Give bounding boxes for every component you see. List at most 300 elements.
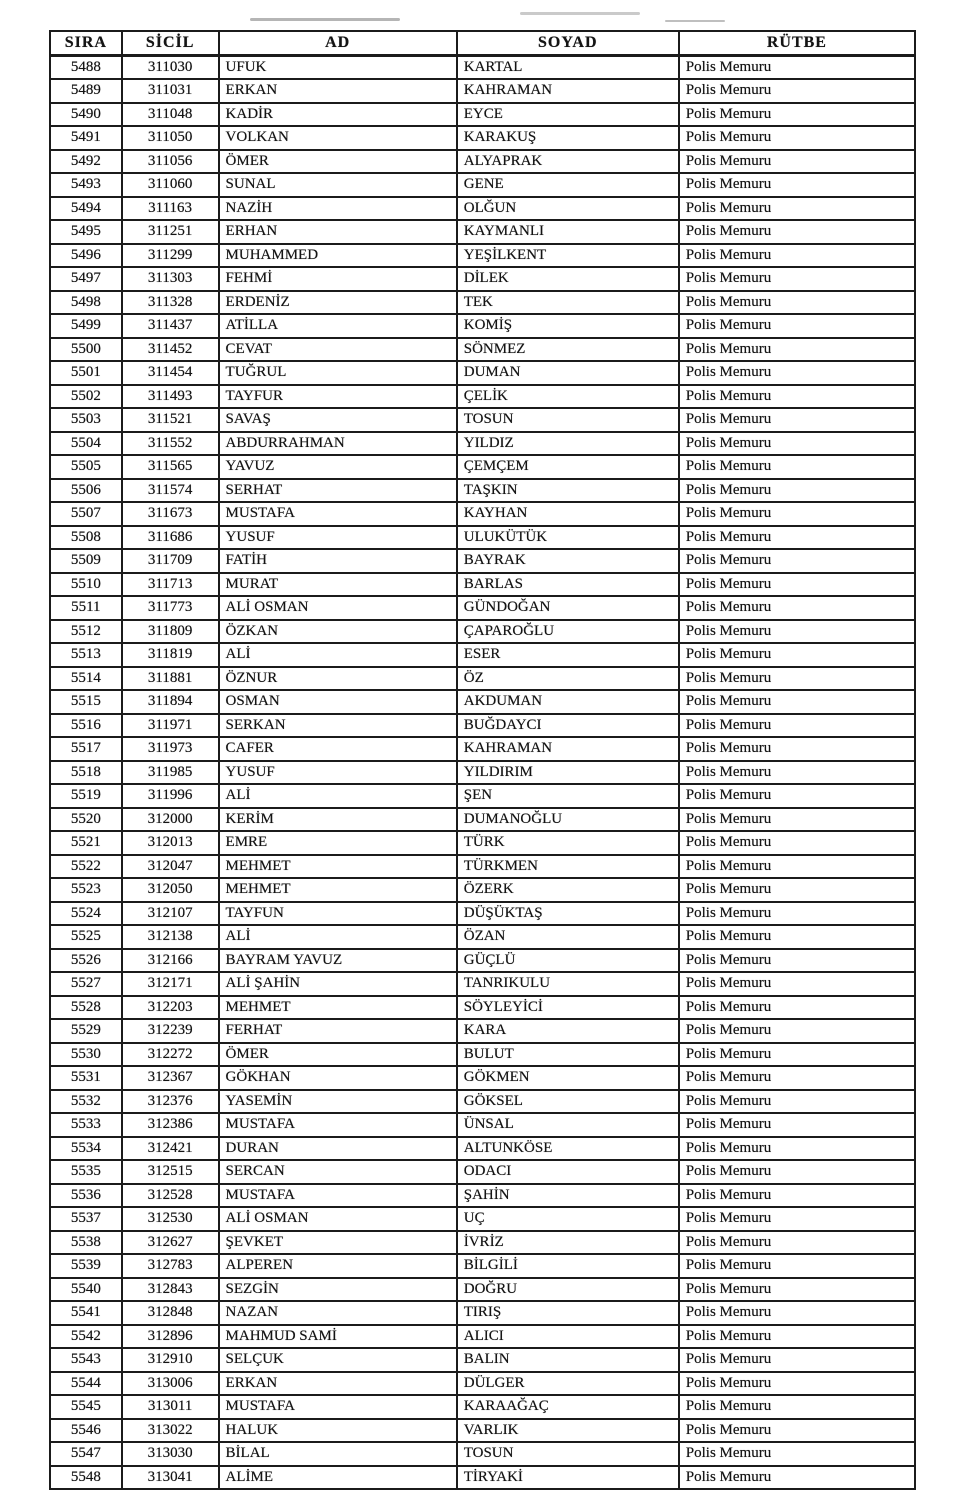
cell-ad: MEHMET: [219, 996, 457, 1020]
cell-rutbe: Polis Memuru: [679, 502, 915, 526]
cell-soyad: TOSUN: [457, 1442, 679, 1466]
cell-sicil: 311985: [122, 761, 219, 785]
cell-rutbe: Polis Memuru: [679, 1184, 915, 1208]
cell-sicil: 312171: [122, 972, 219, 996]
cell-rutbe: Polis Memuru: [679, 244, 915, 268]
table-row: [50, 902, 915, 926]
cell-soyad: TOSUN: [457, 408, 679, 432]
cell-sicil: 312530: [122, 1207, 219, 1231]
cell-sicil: 312386: [122, 1113, 219, 1137]
cell-sicil: 311048: [122, 103, 219, 127]
table-row: [50, 79, 915, 103]
cell-sira: 5528: [50, 996, 122, 1020]
cell-sira: 5515: [50, 690, 122, 714]
cell-ad: FERHAT: [219, 1019, 457, 1043]
header-row: [50, 31, 915, 55]
cell-ad: MUSTAFA: [219, 1395, 457, 1419]
cell-sicil: 311881: [122, 667, 219, 691]
cell-rutbe: Polis Memuru: [679, 1372, 915, 1396]
cell-sira: 5522: [50, 855, 122, 879]
cell-rutbe: Polis Memuru: [679, 1395, 915, 1419]
cell-soyad: İVRİZ: [457, 1231, 679, 1255]
cell-soyad: YILDIRIM: [457, 761, 679, 785]
table-row: [50, 1442, 915, 1466]
cell-ad: TUĞRUL: [219, 361, 457, 385]
table-row: [50, 925, 915, 949]
cell-rutbe: Polis Memuru: [679, 925, 915, 949]
cell-sicil: 313022: [122, 1419, 219, 1443]
cell-ad: MAHMUD SAMİ: [219, 1325, 457, 1349]
cell-rutbe: Polis Memuru: [679, 314, 915, 338]
table-row: [50, 502, 915, 526]
cell-sicil: 311973: [122, 737, 219, 761]
cell-sira: 5508: [50, 526, 122, 550]
cell-sicil: 313030: [122, 1442, 219, 1466]
cell-rutbe: Polis Memuru: [679, 573, 915, 597]
cell-rutbe: Polis Memuru: [679, 620, 915, 644]
cell-rutbe: Polis Memuru: [679, 267, 915, 291]
cell-sicil: 311574: [122, 479, 219, 503]
cell-rutbe: Polis Memuru: [679, 432, 915, 456]
cell-ad: ALPEREN: [219, 1254, 457, 1278]
table-row: [50, 55, 915, 79]
cell-sicil: 311686: [122, 526, 219, 550]
cell-ad: VOLKAN: [219, 126, 457, 150]
cell-ad: YUSUF: [219, 526, 457, 550]
cell-rutbe: Polis Memuru: [679, 1325, 915, 1349]
cell-rutbe: Polis Memuru: [679, 714, 915, 738]
cell-rutbe: Polis Memuru: [679, 902, 915, 926]
cell-sicil: 312843: [122, 1278, 219, 1302]
cell-soyad: ÖZAN: [457, 925, 679, 949]
table-row: [50, 596, 915, 620]
table-row: [50, 385, 915, 409]
cell-soyad: EYCE: [457, 103, 679, 127]
table-row: [50, 197, 915, 221]
cell-ad: ALİ: [219, 784, 457, 808]
table-row: [50, 949, 915, 973]
cell-soyad: ÇAPAROĞLU: [457, 620, 679, 644]
cell-ad: SELÇUK: [219, 1348, 457, 1372]
table-row: [50, 1066, 915, 1090]
cell-soyad: ALYAPRAK: [457, 150, 679, 174]
scan-artifact: [665, 20, 725, 22]
cell-sira: 5540: [50, 1278, 122, 1302]
cell-sira: 5503: [50, 408, 122, 432]
cell-rutbe: Polis Memuru: [679, 197, 915, 221]
table-row: [50, 173, 915, 197]
cell-rutbe: Polis Memuru: [679, 1090, 915, 1114]
table-row: [50, 1278, 915, 1302]
cell-soyad: KOMİŞ: [457, 314, 679, 338]
column-header-rutbe: RÜTBE: [679, 31, 915, 55]
cell-rutbe: Polis Memuru: [679, 1207, 915, 1231]
table-row: [50, 831, 915, 855]
table-row: [50, 761, 915, 785]
table-row: [50, 1019, 915, 1043]
table-row: [50, 1090, 915, 1114]
table-row: [50, 1113, 915, 1137]
table-row: [50, 338, 915, 362]
cell-sicil: 311521: [122, 408, 219, 432]
cell-soyad: TÜRKMEN: [457, 855, 679, 879]
cell-sira: 5513: [50, 643, 122, 667]
cell-sira: 5500: [50, 338, 122, 362]
cell-soyad: KAYHAN: [457, 502, 679, 526]
cell-ad: ŞEVKET: [219, 1231, 457, 1255]
cell-rutbe: Polis Memuru: [679, 385, 915, 409]
cell-ad: OSMAN: [219, 690, 457, 714]
cell-ad: BİLAL: [219, 1442, 457, 1466]
cell-sira: 5507: [50, 502, 122, 526]
cell-sicil: 313011: [122, 1395, 219, 1419]
cell-soyad: GÖKSEL: [457, 1090, 679, 1114]
cell-soyad: KAHRAMAN: [457, 737, 679, 761]
cell-ad: ALİ OSMAN: [219, 1207, 457, 1231]
cell-sicil: 311673: [122, 502, 219, 526]
cell-rutbe: Polis Memuru: [679, 972, 915, 996]
cell-soyad: ALTUNKÖSE: [457, 1137, 679, 1161]
cell-rutbe: Polis Memuru: [679, 1442, 915, 1466]
cell-ad: KERİM: [219, 808, 457, 832]
cell-ad: ÖZKAN: [219, 620, 457, 644]
cell-rutbe: Polis Memuru: [679, 996, 915, 1020]
cell-ad: CEVAT: [219, 338, 457, 362]
cell-soyad: TIRIŞ: [457, 1301, 679, 1325]
cell-sira: 5542: [50, 1325, 122, 1349]
cell-sira: 5506: [50, 479, 122, 503]
table-row: [50, 432, 915, 456]
cell-rutbe: Polis Memuru: [679, 667, 915, 691]
cell-ad: SEZGİN: [219, 1278, 457, 1302]
cell-soyad: AKDUMAN: [457, 690, 679, 714]
cell-rutbe: Polis Memuru: [679, 479, 915, 503]
cell-sira: 5518: [50, 761, 122, 785]
cell-soyad: ÖZERK: [457, 878, 679, 902]
table-header: [50, 31, 915, 55]
cell-rutbe: Polis Memuru: [679, 878, 915, 902]
cell-ad: FATİH: [219, 549, 457, 573]
table-row: [50, 808, 915, 832]
cell-soyad: DUMAN: [457, 361, 679, 385]
table-row: [50, 784, 915, 808]
cell-rutbe: Polis Memuru: [679, 103, 915, 127]
cell-sira: 5536: [50, 1184, 122, 1208]
cell-sicil: 311303: [122, 267, 219, 291]
cell-soyad: KARAKUŞ: [457, 126, 679, 150]
cell-sira: 5532: [50, 1090, 122, 1114]
table-row: [50, 714, 915, 738]
cell-ad: ERKAN: [219, 79, 457, 103]
cell-ad: SERHAT: [219, 479, 457, 503]
cell-sira: 5523: [50, 878, 122, 902]
cell-sira: 5495: [50, 220, 122, 244]
table-row: [50, 690, 915, 714]
cell-rutbe: Polis Memuru: [679, 150, 915, 174]
table-body: [50, 55, 915, 1489]
cell-sicil: 312107: [122, 902, 219, 926]
cell-soyad: OLĞUN: [457, 197, 679, 221]
cell-soyad: UÇ: [457, 1207, 679, 1231]
table-row: [50, 103, 915, 127]
cell-sira: 5512: [50, 620, 122, 644]
cell-rutbe: Polis Memuru: [679, 126, 915, 150]
cell-ad: ABDURRAHMAN: [219, 432, 457, 456]
cell-rutbe: Polis Memuru: [679, 361, 915, 385]
cell-ad: ÖMER: [219, 1043, 457, 1067]
cell-sira: 5530: [50, 1043, 122, 1067]
cell-sicil: 311056: [122, 150, 219, 174]
column-header-ad: AD: [219, 31, 457, 55]
cell-sira: 5510: [50, 573, 122, 597]
cell-rutbe: Polis Memuru: [679, 526, 915, 550]
table-row: [50, 1348, 915, 1372]
table-row: [50, 549, 915, 573]
cell-sira: 5511: [50, 596, 122, 620]
cell-sira: 5504: [50, 432, 122, 456]
cell-sira: 5509: [50, 549, 122, 573]
cell-sira: 5534: [50, 1137, 122, 1161]
table-row: [50, 291, 915, 315]
cell-sira: 5514: [50, 667, 122, 691]
cell-soyad: DİLEK: [457, 267, 679, 291]
cell-sira: 5516: [50, 714, 122, 738]
cell-sira: 5497: [50, 267, 122, 291]
cell-sicil: 311819: [122, 643, 219, 667]
cell-sira: 5545: [50, 1395, 122, 1419]
cell-ad: YASEMİN: [219, 1090, 457, 1114]
cell-rutbe: Polis Memuru: [679, 643, 915, 667]
table-row: [50, 361, 915, 385]
cell-sicil: 311031: [122, 79, 219, 103]
cell-ad: TAYFUN: [219, 902, 457, 926]
cell-sicil: 312272: [122, 1043, 219, 1067]
cell-sicil: 312203: [122, 996, 219, 1020]
cell-ad: SUNAL: [219, 173, 457, 197]
cell-rutbe: Polis Memuru: [679, 1137, 915, 1161]
cell-soyad: DÜŞÜKTAŞ: [457, 902, 679, 926]
table-row: [50, 878, 915, 902]
cell-ad: UFUK: [219, 55, 457, 79]
cell-soyad: ÇEMÇEM: [457, 455, 679, 479]
cell-sira: 5517: [50, 737, 122, 761]
cell-sira: 5544: [50, 1372, 122, 1396]
cell-sira: 5505: [50, 455, 122, 479]
table-row: [50, 1207, 915, 1231]
cell-sicil: 311773: [122, 596, 219, 620]
cell-ad: NAZİH: [219, 197, 457, 221]
cell-sira: 5498: [50, 291, 122, 315]
table-row: [50, 643, 915, 667]
cell-ad: SERCAN: [219, 1160, 457, 1184]
cell-sira: 5526: [50, 949, 122, 973]
cell-sicil: 312528: [122, 1184, 219, 1208]
cell-rutbe: Polis Memuru: [679, 737, 915, 761]
cell-ad: MURAT: [219, 573, 457, 597]
cell-sira: 5521: [50, 831, 122, 855]
cell-ad: ERKAN: [219, 1372, 457, 1396]
cell-ad: CAFER: [219, 737, 457, 761]
cell-soyad: ESER: [457, 643, 679, 667]
cell-soyad: KARA: [457, 1019, 679, 1043]
cell-sicil: 312848: [122, 1301, 219, 1325]
table-row: [50, 267, 915, 291]
cell-sira: 5525: [50, 925, 122, 949]
table-row: [50, 573, 915, 597]
cell-soyad: KAHRAMAN: [457, 79, 679, 103]
cell-sira: 5502: [50, 385, 122, 409]
cell-ad: YAVUZ: [219, 455, 457, 479]
cell-sira: 5543: [50, 1348, 122, 1372]
cell-soyad: TAŞKIN: [457, 479, 679, 503]
cell-sicil: 312047: [122, 855, 219, 879]
cell-sira: 5488: [50, 55, 122, 79]
cell-rutbe: Polis Memuru: [679, 808, 915, 832]
cell-sira: 5520: [50, 808, 122, 832]
cell-rutbe: Polis Memuru: [679, 596, 915, 620]
cell-soyad: DÜLGER: [457, 1372, 679, 1396]
cell-sicil: 311996: [122, 784, 219, 808]
cell-sicil: 312627: [122, 1231, 219, 1255]
table-row: [50, 526, 915, 550]
cell-soyad: TEK: [457, 291, 679, 315]
cell-rutbe: Polis Memuru: [679, 1348, 915, 1372]
cell-sira: 5496: [50, 244, 122, 268]
cell-rutbe: Polis Memuru: [679, 949, 915, 973]
cell-ad: BAYRAM YAVUZ: [219, 949, 457, 973]
cell-sira: 5533: [50, 1113, 122, 1137]
table-row: [50, 1043, 915, 1067]
cell-ad: ERHAN: [219, 220, 457, 244]
table-row: [50, 314, 915, 338]
cell-sicil: 311971: [122, 714, 219, 738]
cell-rutbe: Polis Memuru: [679, 549, 915, 573]
cell-sicil: 312050: [122, 878, 219, 902]
cell-soyad: ÇELİK: [457, 385, 679, 409]
cell-ad: ALİ OSMAN: [219, 596, 457, 620]
scan-artifact: [520, 12, 640, 15]
cell-rutbe: Polis Memuru: [679, 1043, 915, 1067]
cell-sicil: 312783: [122, 1254, 219, 1278]
table-row: [50, 1301, 915, 1325]
table-row: [50, 1325, 915, 1349]
cell-soyad: BULUT: [457, 1043, 679, 1067]
cell-soyad: ŞEN: [457, 784, 679, 808]
cell-soyad: GÜÇLÜ: [457, 949, 679, 973]
cell-sicil: 312896: [122, 1325, 219, 1349]
cell-sira: 5548: [50, 1466, 122, 1490]
personnel-table: [49, 30, 916, 1490]
cell-ad: MUSTAFA: [219, 1184, 457, 1208]
cell-sicil: 312421: [122, 1137, 219, 1161]
table-row: [50, 479, 915, 503]
cell-sicil: 312166: [122, 949, 219, 973]
cell-rutbe: Polis Memuru: [679, 173, 915, 197]
cell-rutbe: Polis Memuru: [679, 408, 915, 432]
cell-ad: ERDENİZ: [219, 291, 457, 315]
cell-sicil: 311299: [122, 244, 219, 268]
cell-soyad: YEŞİLKENT: [457, 244, 679, 268]
table-row: [50, 126, 915, 150]
cell-sira: 5490: [50, 103, 122, 127]
cell-rutbe: Polis Memuru: [679, 1278, 915, 1302]
cell-ad: ALİ: [219, 643, 457, 667]
cell-ad: DURAN: [219, 1137, 457, 1161]
cell-sira: 5489: [50, 79, 122, 103]
table-row: [50, 408, 915, 432]
cell-rutbe: Polis Memuru: [679, 79, 915, 103]
table-row: [50, 1160, 915, 1184]
cell-sicil: 312138: [122, 925, 219, 949]
cell-soyad: ULUKÜTÜK: [457, 526, 679, 550]
cell-sira: 5529: [50, 1019, 122, 1043]
cell-sicil: 312376: [122, 1090, 219, 1114]
table-row: [50, 1466, 915, 1490]
cell-rutbe: Polis Memuru: [679, 55, 915, 79]
cell-ad: KADİR: [219, 103, 457, 127]
cell-soyad: VARLIK: [457, 1419, 679, 1443]
cell-sira: 5546: [50, 1419, 122, 1443]
cell-rutbe: Polis Memuru: [679, 1019, 915, 1043]
cell-soyad: TANRIKULU: [457, 972, 679, 996]
table-row: [50, 737, 915, 761]
cell-sicil: 312367: [122, 1066, 219, 1090]
cell-sicil: 311709: [122, 549, 219, 573]
cell-soyad: SÖNMEZ: [457, 338, 679, 362]
cell-soyad: TÜRK: [457, 831, 679, 855]
cell-rutbe: Polis Memuru: [679, 1466, 915, 1490]
table-row: [50, 1372, 915, 1396]
table-row: [50, 220, 915, 244]
cell-sira: 5547: [50, 1442, 122, 1466]
cell-ad: NAZAN: [219, 1301, 457, 1325]
cell-soyad: KARAAĞAÇ: [457, 1395, 679, 1419]
cell-sicil: 312515: [122, 1160, 219, 1184]
cell-ad: FEHMİ: [219, 267, 457, 291]
cell-rutbe: Polis Memuru: [679, 220, 915, 244]
cell-sicil: 311493: [122, 385, 219, 409]
cell-soyad: GÖKMEN: [457, 1066, 679, 1090]
cell-rutbe: Polis Memuru: [679, 455, 915, 479]
column-header-sira: SIRA: [50, 31, 122, 55]
cell-ad: SERKAN: [219, 714, 457, 738]
cell-sicil: 311452: [122, 338, 219, 362]
cell-rutbe: Polis Memuru: [679, 761, 915, 785]
cell-soyad: BUĞDAYCI: [457, 714, 679, 738]
table-row: [50, 855, 915, 879]
cell-ad: ÖMER: [219, 150, 457, 174]
cell-sicil: 311437: [122, 314, 219, 338]
table-row: [50, 1419, 915, 1443]
cell-rutbe: Polis Memuru: [679, 690, 915, 714]
cell-rutbe: Polis Memuru: [679, 291, 915, 315]
cell-rutbe: Polis Memuru: [679, 1113, 915, 1137]
cell-rutbe: Polis Memuru: [679, 1231, 915, 1255]
cell-ad: MEHMET: [219, 855, 457, 879]
cell-sicil: 313041: [122, 1466, 219, 1490]
table-row: [50, 667, 915, 691]
cell-sicil: 311894: [122, 690, 219, 714]
cell-rutbe: Polis Memuru: [679, 338, 915, 362]
table-row: [50, 244, 915, 268]
table-row: [50, 1254, 915, 1278]
cell-ad: ALİ: [219, 925, 457, 949]
cell-sira: 5492: [50, 150, 122, 174]
cell-soyad: SÖYLEYİCİ: [457, 996, 679, 1020]
cell-soyad: DOĞRU: [457, 1278, 679, 1302]
cell-sicil: 311565: [122, 455, 219, 479]
cell-soyad: KAYMANLI: [457, 220, 679, 244]
